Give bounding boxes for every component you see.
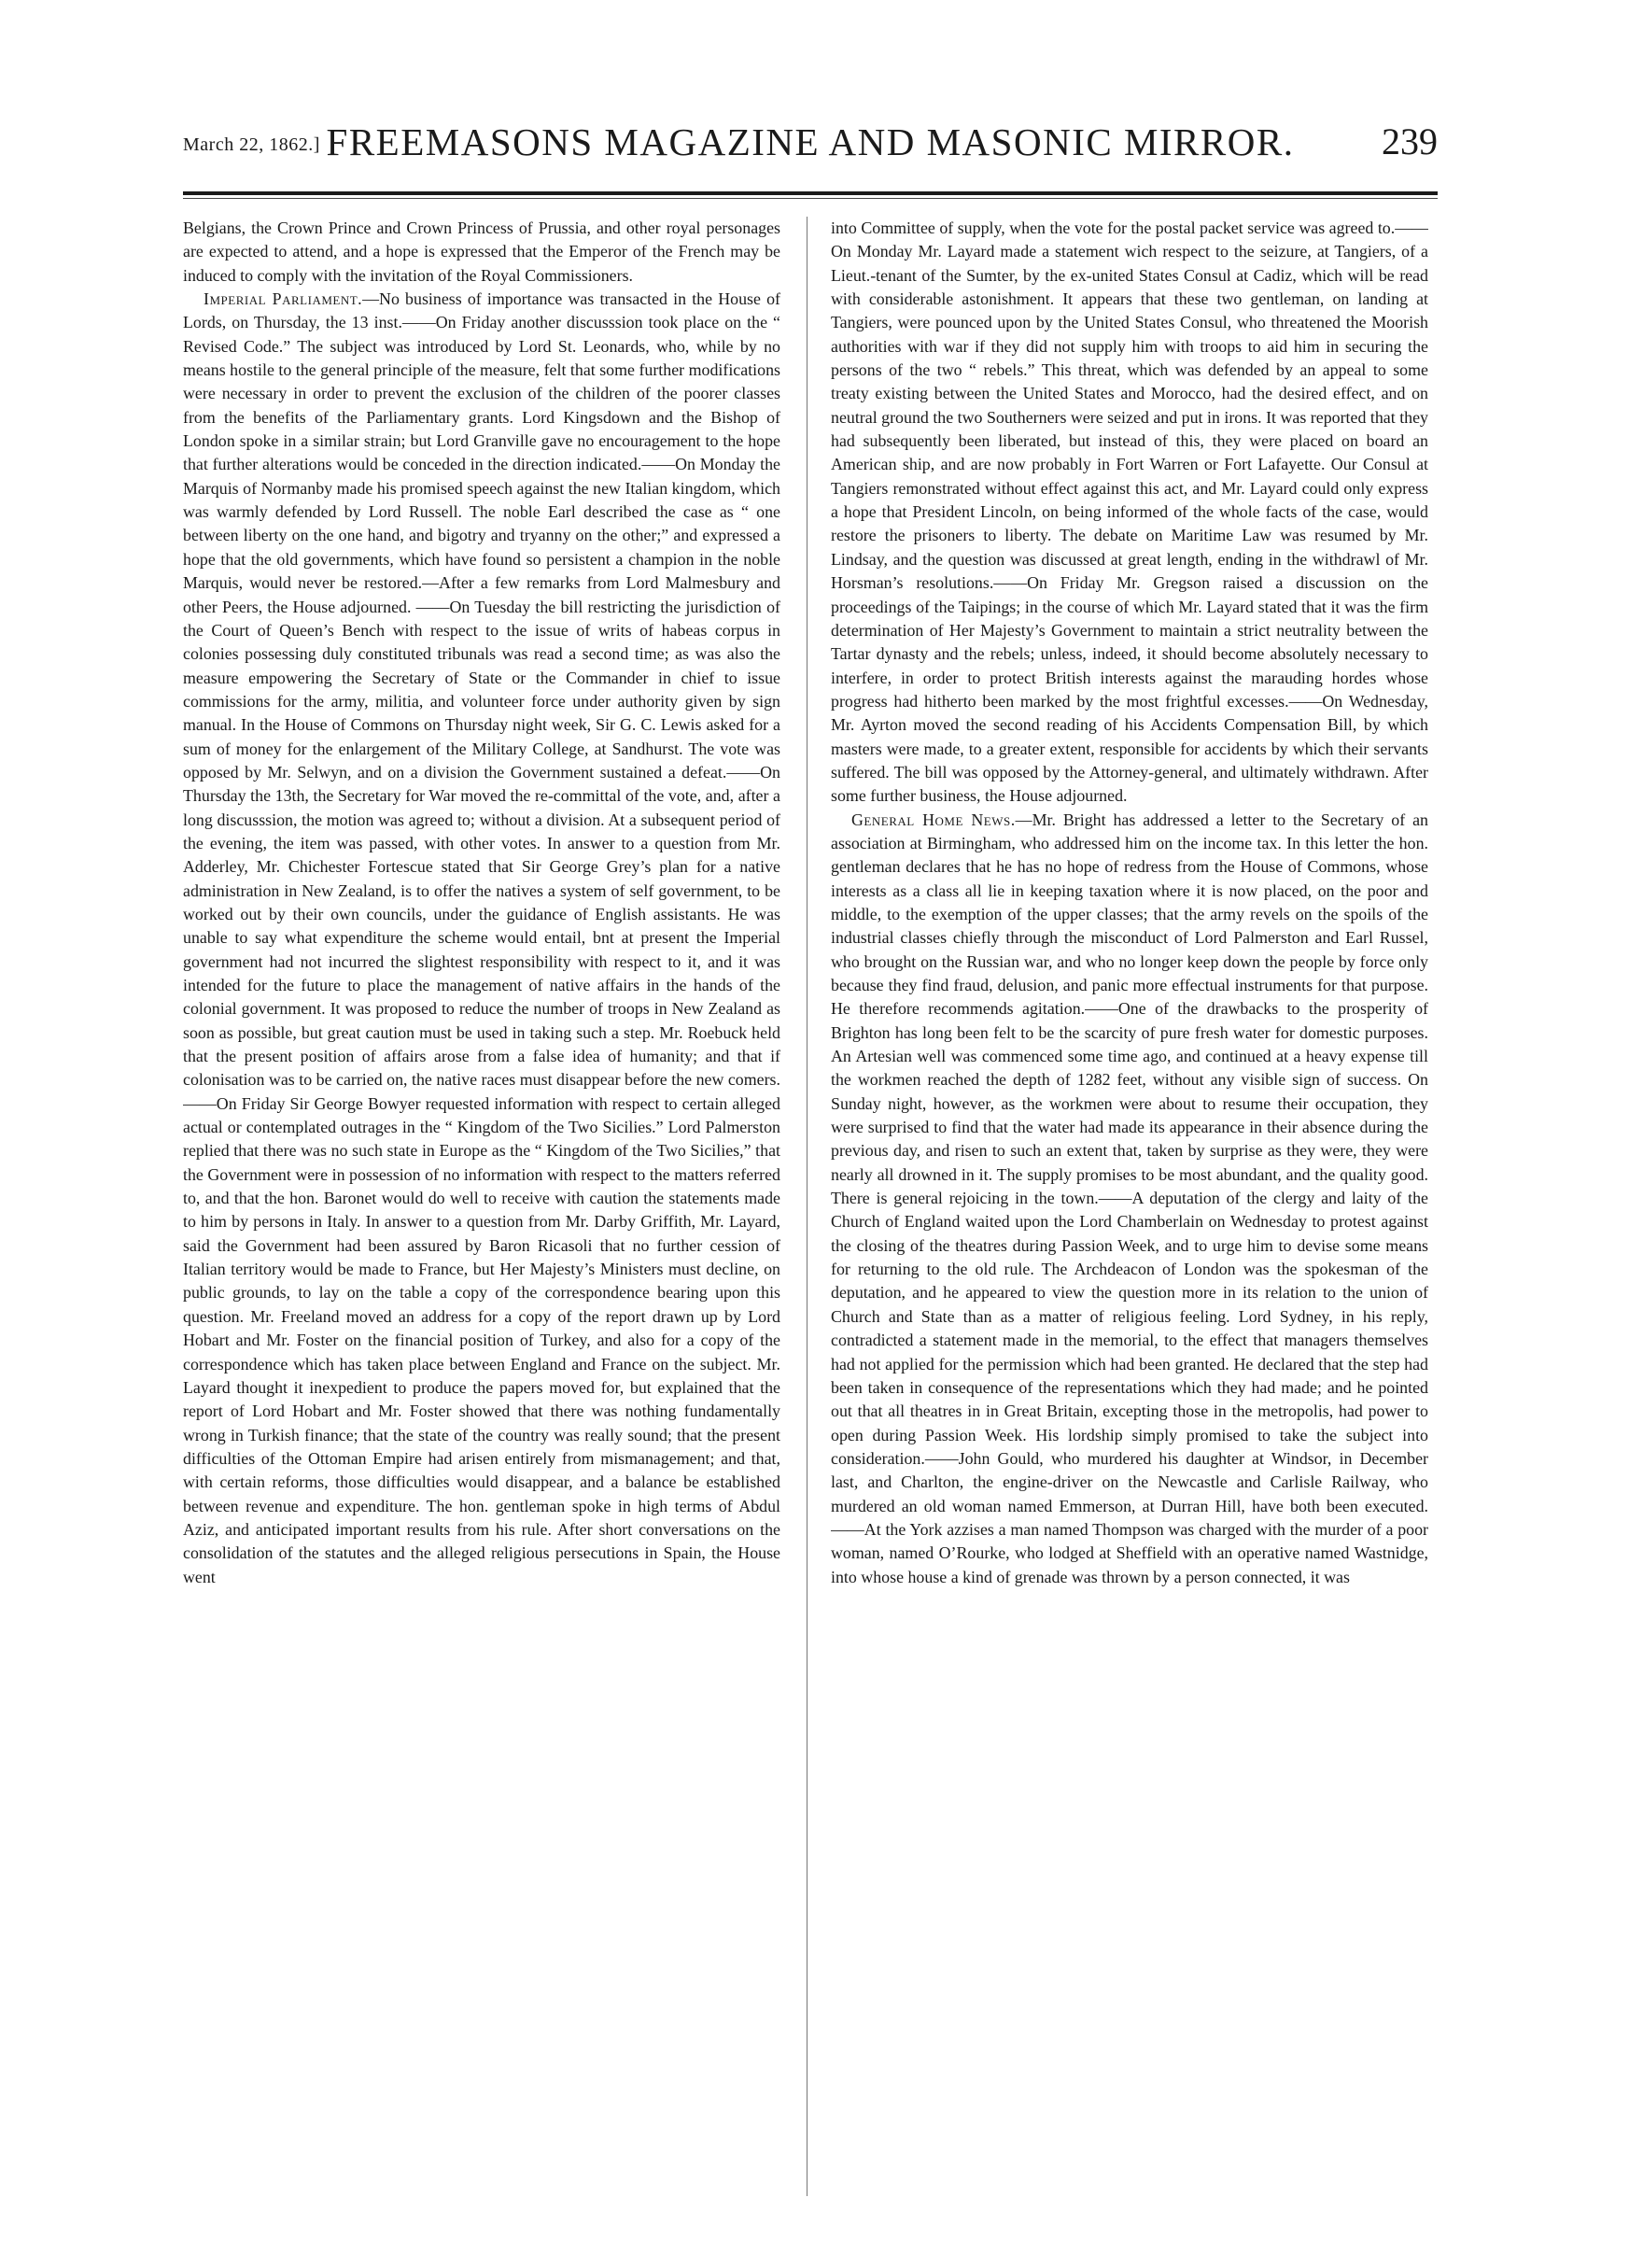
left-column <box>183 217 780 2238</box>
paragraph-committee-of-supply: into Committee of supply, when the vote for the postal packet service was agreed to.——On Monday Mr. Layard made a statement wich respect to the seizure, at Tangiers, of a Lieut.-tenant of the Sumter, by the ex-united States Consul at Cadiz, which will be read with considerable astonishment. It appears that these two gentleman, on landing at Tangiers, were pounced upon by the United States Consul, who threatened the Moorish authorities with war if they did not supply him with troops to aid him in securing the persons of the two “ rebels.” This threat, which was defended by an appeal to some treaty existing between the United States and Morocco, had the desired effect, and on neutral ground the two Southerners were seized and put in irons. It was reported that they had subsequently been liberated, but instead of this, they were placed on board an American ship, and are now probably in Fort Warren or Fort Lafayette. Our Consul at Tangiers remonstrated without effect against this act, and Mr. Layard could only express a hope that President Lincoln, on being informed of the whole facts of the case, would restore the prisoners to liberty. The debate on Maritime Law was resumed by Mr. Lindsay, and the question was discussed at great length, ending in the withdrawl of Mr. Horsman’s resolutions.——On Friday Mr. Gregson raised a discussion on the proceedings of the Taipings; in the course of which Mr. Layard stated that it was the firm determination of Her Majesty’s Government to maintain a strict neutrality between the Tartar dynasty and the rebels; unless, indeed, it should become absolutely necessary to interfere, in order to protect British interests against the marauding hordes whose progress had hitherto been marked by the most frightful excesses.——On Wednesday, Mr. Ayrton moved the second reading of his Accidents Compensation Bill, by which masters were made, to a greater extent, responsible for accidents by which their servants suffered. The bill was opposed by the Attorney-general, and ultimately withdrawn. After some further business, the House adjourned. <box>831 218 1428 806</box>
paragraph-body: —No business of importance was transacted in the House of Lords, on Thursday, the 13 inst.——On Friday another discusssion took place on the “ Revised Code.” The subject was introduced by Lord St. Leonards, who, while by no means hostile to the general principle of the measure, felt that some further modifications were necessary in order to prevent the exclusion of the children of the poorer classes from the benefits of the Parliamentary grants. Lord Kingsdown and the Bishop of London spoke in a similar strain; but Lord Granville gave no encouragement to the hope that further alterations would be conceded in the direction indicated.——On Monday the Marquis of Normanby made his promised speech against the new Italian kingdom, which was warmly defended by Lord Russell. The noble Earl described the case as “ one between liberty on the one hand, and bigotry and tryanny on the other;” and expressed a hope that the old governments, which have found so persistent a champion in the noble Marquis, would never be restored.—After a few remarks from Lord Malmesbury and other Peers, the House adjourned. ——On Tuesday the bill restricting the jurisdiction of the Court of Queen’s Bench with respect to the issue of writs of habeas corpus in colonies possessing duly constituted tribunals was read a second time; as was also the measure empowering the Secretary of State or the Commander in chief to issue commissions for the army, militia, and volunteer force under authority given by sign manual. In the House of Commons on Thursday night week, Sir G. C. Lewis asked for a sum of money for the enlargement of the Military College, at Sandhurst. The vote was opposed by Mr. Selwyn, and on a division the Government sustained a defeat.——On Thursday the 13th, the Secretary for War moved the re-committal of the vote, and, after a long discusssion, the motion was agreed to; without a division. At a subsequent period of the evening, the item was passed, with other votes. In answer to a question from Mr. Adderley, Mr. Chichester Fortescue stated that Sir George Grey’s plan for a native administration in New Zealand, is to offer the natives a system of self government, to be worked out by their own councils, under the guidance of English assistants. He was unable to say what expenditure the scheme would entail, bnt at present the Imperial government had not incurred the slightest responsibility with respect to it, and it was intended for the future to place the management of native affairs in the hands of the colonial government. It was proposed to reduce the number of troops in New Zealand as soon as possible, but great caution must be used in taking such a step. Mr. Roebuck held that the present position of affairs arose from a false idea of humanity; and that if colonisation was to be carried on, the native races must disappear before the new comers.——On Friday Sir George Bowyer requested information with respect to certain alleged actual or contemplated outrages in the “ Kingdom of the Two Sicilies.” Lord Palmerston replied that there was no such state in Europe as the “ Kingdom of the Two Sicilies,” that the Government were in possession of no information with respect to the matters referred to, and that the hon. Baronet would do well to receive with caution the statements made to him by persons in Italy. In answer to a question from Mr. Darby Griffith, Mr. Layard, said the Government had been assured by Baron Ricasoli that no further cession of Italian territory would be made to France, but Her Majesty’s Ministers must decline, on public grounds, to lay on the table a copy of the correspondence bearing upon this question. Mr. Freeland moved an address for a copy of the report drawn up by Lord Hobart and Mr. Foster on the financial position of Turkey, and also for a copy of the correspondence which has taken place between England and France on the subject. Mr. Layard thought it inexpedient to produce the papers moved for, but explained that the report of Lord Hobart and Mr. Foster showed that there was nothing fundamentally wrong in Turkish finance; that the state of the country was really sound; that the present difficulties of the Ottoman Empire had arisen entirely from mismanagement; and that, with certain reforms, those difficulties would disappear, and a balance be established between revenue and expenditure. The hon. gentleman spoke in high terms of Abdul Aziz, and anticipated important results from his rule. After short conversations on the consolidation of the statutes and the alleged religious persecutions in Spain, the House went <box>183 289 780 1586</box>
paragraph-belgians: Belgians, the Crown Prince and Crown Princess of Prussia, and other royal personages are expected to attend, and a hope is expressed that the Emperor of the French may be induced to comply with the invitation of the Royal Commissioners. <box>183 218 780 285</box>
section-heading-imperial-parliament: Imperial Parliament. <box>204 289 363 309</box>
header-rule <box>183 191 1438 195</box>
paragraph-body: —Mr. Bright has addressed a letter to the Secretary of an association at Birmingham, who addressed him on the income tax. In this letter the hon. gentleman declares that he has no hope of redress from the House of Commons, whose interests as a class all lie in keeping taxation where it is now placed, on the poor and middle, to the exemption of the upper classes; that the army revels on the spoils of the industrial classes chiefly through the misconduct of Lord Palmerston and Earl Russel, who brought on the Russian war, and who no longer keep down the people by force only because they find fraud, delusion, and panic more effectual instruments for that purpose. He therefore recommends agitation.——One of the drawbacks to the prosperity of Brighton has long been felt to be the scarcity of pure fresh water for domestic purposes. An Artesian well was commenced some time ago, and continued at a heavy expense till the workmen reached the depth of 1282 feet, without any visible sign of success. On Sunday night, however, as the workmen were about to resume their occupation, they were surprised to find that the water had made its appearance in their absence during the previous day, and risen to such an extent that, taken by surprise as they were, they were nearly all drowned in it. The supply promises to be most abundant, and the quality good. There is general rejoicing in the town.——A deputation of the clergy and laity of the Church of England waited upon the Lord Chamberlain on Wednesday to protest against the closing of the theatres during Passion Week, and to urge him to devise some means for returning to the old rule. The Archdeacon of London was the spokesman of the deputation, and he appeared to view the question more in its relation to the union of Church and State than as a matter of religious feeling. Lord Sydney, in his reply, contradicted a statement made in the memorial, to the effect that managers themselves had not applied for the permission which had been granted. He declared that the step had been taken in consequence of the representations which they had made; and he pointed out that all theatres in in Great Britain, excepting those in the metropolis, had power to open during Passion Week. His lordship simply promised to take the subject into consideration.——John Gould, who murdered his daughter at Windsor, in December last, and Charlton, the engine-driver on the Newcastle and Carlisle Railway, who murdered an old woman named Emmerson, at Durran Hill, have both been executed.——At the York azzises a man named Thompson was charged with the murder of a poor woman, named O’Rourke, who lodged at Sheffield with an operative named Wastnidge, into whose house a kind of grenade was thrown by a person connected, it was <box>831 810 1428 1586</box>
right-column <box>831 217 1428 2238</box>
section-heading-general-home-news: General Home News. <box>851 810 1016 829</box>
issue-date: March 22, 1862.] <box>183 134 320 155</box>
running-header <box>183 120 1438 176</box>
header-rule-thin <box>183 198 1438 199</box>
page-number: 239 <box>1382 120 1438 162</box>
paragraph-imperial-parliament <box>183 288 780 1589</box>
magazine-title: FREEMASONS MAGAZINE AND MASONIC MIRROR. <box>326 120 1295 163</box>
paragraph-general-home-news <box>831 809 1428 1589</box>
